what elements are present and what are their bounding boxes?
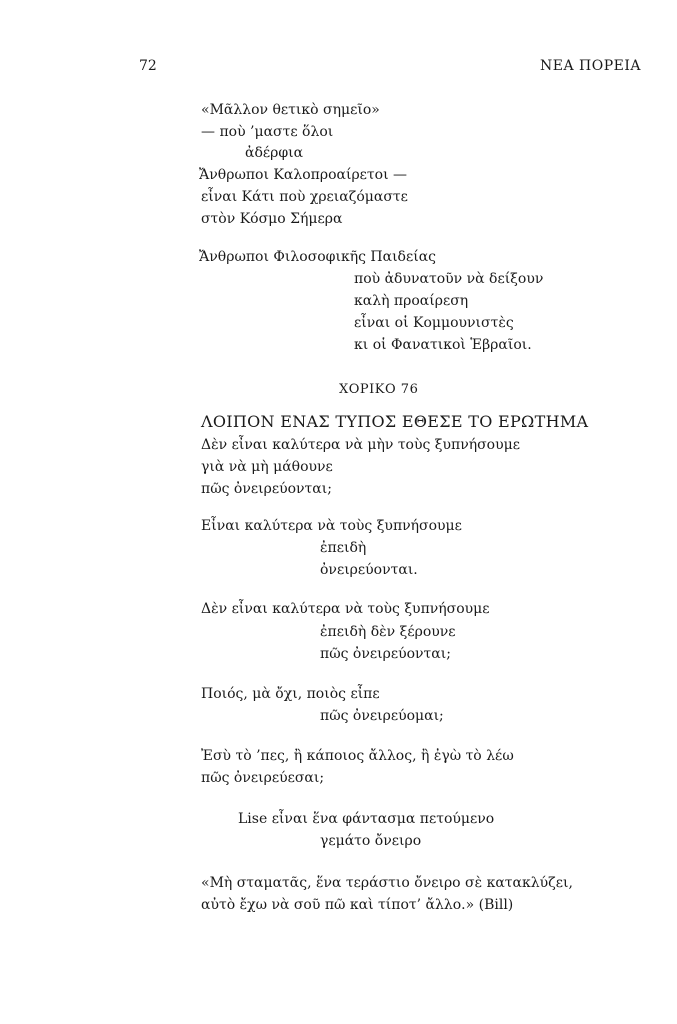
chorus-line: αὐτὸ ἔχω νὰ σοῦ πῶ καὶ τίποτ’ ἄλλο.» (Bill) <box>201 897 514 913</box>
chorus-line: πῶς ὀνειρεύονται; <box>201 481 332 497</box>
chorus-line: Lise εἶναι ἕνα φάντασμα πετούμενο <box>238 811 495 827</box>
poem-line: στὸν Κόσμο Σήμερα <box>201 211 343 227</box>
poem-line: Ἄνθρωποι Καλοπροαίρετοι — <box>199 167 408 183</box>
page-header <box>0 58 677 82</box>
poem-line: εἶναι Κάτι ποὺ χρειαζόμαστε <box>201 189 408 205</box>
poem-line: — ποὺ ’μαστε ὅλοι <box>201 124 334 140</box>
poem-line: Ἄνθρωποι Φιλοσοφικῆς Παιδείας <box>199 249 437 265</box>
chorus-line: πῶς ὀνειρεύεσαι; <box>201 770 325 786</box>
chorus-line: γεμάτο ὄνειρο <box>320 833 422 849</box>
chorus-title: ΛΟΙΠΟΝ ΕΝΑΣ ΤΥΠΟΣ ΕΘΕΣΕ ΤΟ ΕΡΩΤΗΜΑ <box>201 412 589 431</box>
chorus-line: πῶς ὀνειρεύονται; <box>320 646 451 662</box>
chorus-line: ἐπειδὴ <box>320 540 367 556</box>
poem-line: «Μᾶλλον θετικὸ σημεῖο» <box>201 102 380 118</box>
poem-line: καλὴ προαίρεση <box>354 293 469 309</box>
poem-line: εἶναι οἱ Κομμουνιστὲς <box>354 315 514 331</box>
page-number: 72 <box>139 58 157 74</box>
chorus-line: Δὲν εἶναι καλύτερα νὰ μὴν τοὺς ξυπνήσουμε <box>201 437 520 453</box>
poem-line: κι οἱ Φανατικοὶ Ἑβραῖοι. <box>354 337 532 353</box>
chorus-line: Εἶναι καλύτερα νὰ τοὺς ξυπνήσουμε <box>201 518 462 534</box>
chorus-line: ἐπειδὴ δὲν ξέρουνε <box>320 624 456 640</box>
chorus-line: Ἐσὺ τὸ ’πες, ἢ κάποιος ἄλλος, ἢ ἐγὼ τὸ λέω <box>201 748 514 764</box>
chorus-line: πῶς ὀνειρεύομαι; <box>320 708 444 724</box>
poem-line: ἀδέρφια <box>245 145 304 161</box>
chorus-label: ΧΟΡΙΚΟ 76 <box>339 382 419 397</box>
chorus-line: ὀνειρεύονται. <box>320 562 418 578</box>
chorus-line: «Μὴ σταματᾶς, ἕνα τεράστιο ὄνειρο σὲ κατακλύζει, <box>201 875 573 891</box>
chorus-line: γιὰ νὰ μὴ μάθουνε <box>201 459 333 475</box>
poem-line: ποὺ ἀδυνατοῦν νὰ δείξουν <box>354 271 544 287</box>
chorus-line: Δὲν εἶναι καλύτερα νὰ τοὺς ξυπνήσουμε <box>201 601 490 617</box>
chorus-line: Ποιός, μὰ ὄχι, ποιὸς εἶπε <box>201 686 380 702</box>
running-title: ΝΕΑ ΠΟΡΕΙΑ <box>540 58 641 74</box>
